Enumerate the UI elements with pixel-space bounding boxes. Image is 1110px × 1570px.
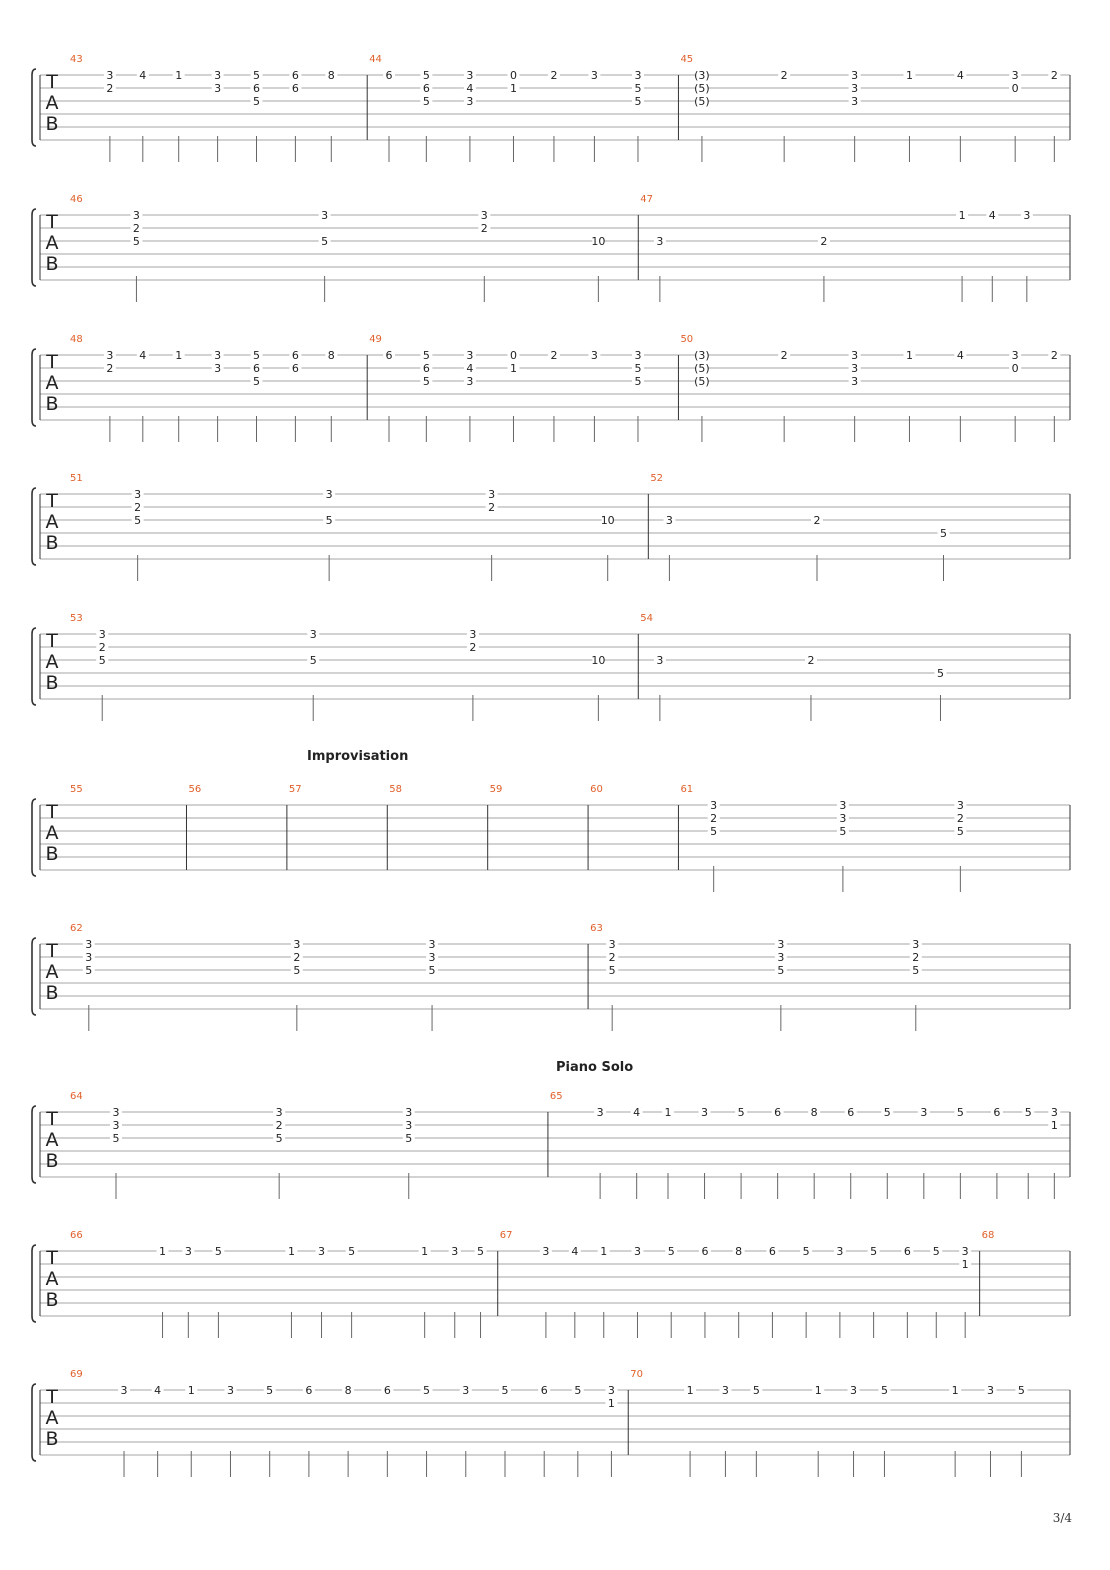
fret-number: 3 (634, 349, 642, 362)
fret-number: 0 (509, 69, 517, 82)
fret-number: 5 (1024, 1106, 1032, 1119)
fret-number: 3 (98, 628, 106, 641)
system-bracket (32, 1245, 36, 1322)
fret-number: 1 (509, 362, 517, 375)
fret-number: 3 (488, 488, 496, 501)
tab-clef-letter: T (46, 1386, 58, 1408)
fret-number: 5 (634, 95, 642, 108)
fret-number: (5) (694, 95, 710, 108)
fret-number: 2 (480, 222, 488, 235)
fret-number: 3 (428, 938, 436, 951)
page-number: 3/4 (1052, 1511, 1072, 1525)
fret-number: 2 (807, 654, 815, 667)
fret-number: 3 (462, 1384, 470, 1397)
fret-number: 2 (488, 501, 496, 514)
measure-number: 65 (549, 1091, 563, 1102)
fret-number: 5 (132, 235, 140, 248)
fret-number: 2 (813, 514, 821, 527)
fret-number: 5 (428, 964, 436, 977)
fret-number: 3 (318, 1245, 326, 1258)
tab-clef-letter: B (45, 672, 59, 694)
fret-number: 1 (905, 69, 913, 82)
fret-number: 5 (1017, 1384, 1025, 1397)
fret-number: 3 (912, 938, 920, 951)
fret-number: 5 (266, 1384, 274, 1397)
fret-number: 3 (710, 799, 718, 812)
fret-number: (5) (694, 362, 710, 375)
measure-number: 70 (630, 1369, 643, 1380)
fret-number: 3 (542, 1245, 550, 1258)
fret-number: 1 (287, 1245, 295, 1258)
fret-number: 3 (112, 1119, 120, 1132)
fret-number: 5 (98, 654, 106, 667)
fret-number: 1 (159, 1245, 167, 1258)
fret-number: 10 (600, 514, 615, 527)
fret-number: 5 (214, 1245, 222, 1258)
fret-number: 3 (466, 375, 474, 388)
fret-number: 3 (956, 799, 964, 812)
fret-number: 5 (956, 1106, 964, 1119)
fret-number: 5 (252, 69, 260, 82)
fret-number: 6 (903, 1245, 911, 1258)
fret-number: 3 (214, 349, 222, 362)
system-bracket (32, 69, 36, 146)
fret-number: 0 (1011, 82, 1019, 95)
fret-number: 5 (802, 1245, 810, 1258)
measure-number: 66 (70, 1230, 83, 1241)
fret-number: 6 (291, 349, 299, 362)
tab-clef-letter: T (46, 1247, 58, 1269)
fret-number: 6 (422, 362, 430, 375)
fret-number: 1 (961, 1258, 969, 1271)
fret-number: 1 (686, 1384, 694, 1397)
fret-number: 5 (321, 235, 329, 248)
fret-number: 5 (634, 375, 642, 388)
fret-number: 8 (344, 1384, 352, 1397)
fret-number: 6 (385, 69, 393, 82)
fret-number: 5 (501, 1384, 509, 1397)
tab-clef-letter: B (45, 1428, 59, 1450)
fret-number: 3 (309, 628, 317, 641)
fret-number: 2 (98, 641, 106, 654)
fret-number: 6 (774, 1106, 782, 1119)
fret-number: 3 (851, 69, 859, 82)
fret-number: 3 (721, 1384, 729, 1397)
fret-number: 3 (851, 95, 859, 108)
fret-number: 5 (422, 375, 430, 388)
fret-number: 3 (466, 349, 474, 362)
measure-number: 50 (680, 334, 694, 345)
fret-number: 3 (466, 95, 474, 108)
fret-number: 3 (850, 1384, 858, 1397)
fret-number: 3 (405, 1106, 413, 1119)
tab-system (0, 904, 1110, 1044)
fret-number: 3 (226, 1384, 234, 1397)
system-bracket (32, 1106, 36, 1183)
fret-number: 3 (590, 69, 598, 82)
fret-number: 5 (710, 825, 718, 838)
tab-clef-letter: A (45, 822, 59, 844)
measure-number: 46 (70, 194, 83, 205)
fret-number: 3 (839, 812, 847, 825)
fret-number: 2 (469, 641, 477, 654)
measure-number: 62 (70, 923, 83, 934)
tab-clef-letter: A (45, 372, 59, 394)
fret-number: 6 (252, 362, 260, 375)
fret-number: 5 (752, 1384, 760, 1397)
fret-number: 3 (851, 349, 859, 362)
fret-number: 3 (134, 488, 142, 501)
tab-clef-letter: A (45, 511, 59, 533)
fret-number: 3 (961, 1245, 969, 1258)
fret-number: 5 (275, 1132, 283, 1145)
measure-number: 69 (70, 1369, 83, 1380)
fret-number: 3 (321, 209, 329, 222)
fret-number: 8 (735, 1245, 743, 1258)
fret-number: 3 (405, 1119, 413, 1132)
measure-number: 49 (369, 334, 382, 345)
fret-number: (3) (694, 349, 710, 362)
measure-number: 53 (70, 613, 83, 624)
fret-number: 5 (932, 1245, 940, 1258)
fret-number: 6 (422, 82, 430, 95)
tab-clef-letter: B (45, 843, 59, 865)
fret-number: 3 (920, 1106, 928, 1119)
fret-number: 1 (1050, 1119, 1058, 1132)
measure-number: 59 (489, 784, 503, 795)
tab-clef-letter: A (45, 232, 59, 254)
tab-clef-letter: T (46, 211, 58, 233)
fret-number: 3 (214, 82, 222, 95)
fret-number: 0 (509, 349, 517, 362)
fret-number: 5 (112, 1132, 120, 1145)
fret-number: 3 (184, 1245, 192, 1258)
fret-number: 3 (777, 951, 785, 964)
fret-number: 3 (633, 1245, 641, 1258)
tab-clef-letter: T (46, 630, 58, 652)
fret-number: 5 (422, 95, 430, 108)
fret-number: 5 (634, 362, 642, 375)
fret-number: 2 (912, 951, 920, 964)
fret-number: 2 (820, 235, 828, 248)
fret-number: 3 (634, 69, 642, 82)
fret-number: 0 (1011, 362, 1019, 375)
fret-number: 5 (737, 1106, 745, 1119)
fret-number: 5 (85, 964, 93, 977)
system-bracket (32, 488, 36, 565)
fret-number: 5 (293, 964, 301, 977)
measure-number: 67 (499, 1230, 513, 1241)
fret-number: 3 (665, 514, 673, 527)
fret-number: 4 (988, 209, 996, 222)
tab-system (0, 35, 1110, 175)
fret-number: 5 (252, 349, 260, 362)
tab-clef-letter: B (45, 982, 59, 1004)
tab-clef-letter: A (45, 1407, 59, 1429)
fret-number: 3 (214, 362, 222, 375)
fret-number: 5 (956, 825, 964, 838)
section-label-piano-solo: Piano Solo (556, 1060, 634, 1075)
measure-number: 60 (590, 784, 603, 795)
tab-clef-letter: B (45, 1150, 59, 1172)
system-bracket (32, 349, 36, 426)
tab-clef-letter: T (46, 1108, 58, 1130)
fret-number: 2 (106, 362, 114, 375)
tab-system (0, 594, 1110, 734)
fret-number: 5 (574, 1384, 582, 1397)
fret-number: 5 (634, 82, 642, 95)
tab-system (0, 454, 1110, 594)
fret-number: 6 (540, 1384, 548, 1397)
fret-number: 6 (291, 362, 299, 375)
fret-number: 1 (421, 1245, 429, 1258)
fret-number: 5 (477, 1245, 485, 1258)
fret-number: 4 (956, 349, 964, 362)
fret-number: 1 (958, 209, 966, 222)
fret-number: 3 (656, 235, 664, 248)
fret-number: 5 (608, 964, 616, 977)
fret-number: 2 (132, 222, 140, 235)
measure-number: 45 (680, 54, 694, 65)
tab-clef-letter: A (45, 1129, 59, 1151)
fret-number: 6 (383, 1384, 391, 1397)
fret-number: (5) (694, 375, 710, 388)
fret-number: 5 (777, 964, 785, 977)
fret-number: 4 (571, 1245, 579, 1258)
fret-number: 3 (132, 209, 140, 222)
system-bracket (32, 799, 36, 876)
fret-number: 3 (85, 951, 93, 964)
fret-number: 4 (154, 1384, 162, 1397)
fret-number: 3 (106, 349, 114, 362)
fret-number: 3 (466, 69, 474, 82)
fret-number: 6 (291, 69, 299, 82)
fret-number: 8 (327, 69, 335, 82)
fret-number: 3 (590, 349, 598, 362)
fret-number: 1 (600, 1245, 608, 1258)
fret-number: 5 (667, 1245, 675, 1258)
fret-number: 6 (847, 1106, 855, 1119)
fret-number: 5 (883, 1106, 891, 1119)
tab-clef-letter: B (45, 532, 59, 554)
fret-number: 5 (422, 349, 430, 362)
fret-number: 3 (480, 209, 488, 222)
tab-clef-letter: T (46, 351, 58, 373)
fret-number: 4 (139, 69, 147, 82)
tab-clef-letter: A (45, 92, 59, 114)
fret-number: 3 (214, 69, 222, 82)
fret-number: 5 (870, 1245, 878, 1258)
fret-number: 1 (814, 1384, 822, 1397)
fret-number: 3 (1023, 209, 1031, 222)
fret-number: 8 (327, 349, 335, 362)
fret-number: (3) (694, 69, 710, 82)
tab-system (0, 1072, 1110, 1212)
fret-number: 3 (607, 1384, 615, 1397)
fret-number: 2 (293, 951, 301, 964)
tab-clef-letter: B (45, 393, 59, 415)
fret-number: 5 (309, 654, 317, 667)
tab-clef-letter: T (46, 71, 58, 93)
fret-number: 6 (305, 1384, 313, 1397)
fret-number: 2 (106, 82, 114, 95)
fret-number: 5 (134, 514, 142, 527)
fret-number: 2 (275, 1119, 283, 1132)
fret-number: 4 (633, 1106, 641, 1119)
measure-number: 56 (188, 784, 202, 795)
fret-number: 4 (139, 349, 147, 362)
fret-number: 3 (851, 82, 859, 95)
measure-number: 57 (288, 784, 302, 795)
fret-number: 2 (710, 812, 718, 825)
fret-number: 5 (423, 1384, 431, 1397)
tab-system (0, 765, 1110, 905)
fret-number: 5 (405, 1132, 413, 1145)
fret-number: 1 (905, 349, 913, 362)
tab-system (0, 1350, 1110, 1490)
fret-number: 3 (777, 938, 785, 951)
fret-number: 5 (939, 527, 947, 540)
fret-number: 10 (591, 235, 606, 248)
measure-number: 58 (389, 784, 403, 795)
tab-system (0, 1211, 1110, 1351)
fret-number: 2 (956, 812, 964, 825)
fret-number: 3 (1011, 349, 1019, 362)
fret-number: 2 (550, 69, 558, 82)
fret-number: 3 (986, 1384, 994, 1397)
fret-number: 3 (836, 1245, 844, 1258)
measure-number: 44 (369, 54, 382, 65)
fret-number: 6 (252, 82, 260, 95)
fret-number: 5 (839, 825, 847, 838)
fret-number: 6 (291, 82, 299, 95)
measure-number: 63 (590, 923, 603, 934)
fret-number: 10 (591, 654, 606, 667)
measure-number: 55 (70, 784, 83, 795)
fret-number: 3 (120, 1384, 128, 1397)
fret-number: 3 (325, 488, 333, 501)
fret-number: 3 (1050, 1106, 1058, 1119)
tab-clef-letter: B (45, 253, 59, 275)
tab-clef-letter: T (46, 940, 58, 962)
fret-number: 2 (780, 69, 788, 82)
fret-number: (5) (694, 82, 710, 95)
measure-number: 47 (640, 194, 654, 205)
system-bracket (32, 1384, 36, 1461)
fret-number: 5 (422, 69, 430, 82)
fret-number: 3 (428, 951, 436, 964)
measure-number: 54 (640, 613, 654, 624)
fret-number: 3 (85, 938, 93, 951)
measure-number: 68 (981, 1230, 995, 1241)
fret-number: 3 (106, 69, 114, 82)
fret-number: 1 (664, 1106, 672, 1119)
system-bracket (32, 209, 36, 286)
fret-number: 6 (385, 349, 393, 362)
fret-number: 5 (880, 1384, 888, 1397)
fret-number: 3 (596, 1106, 604, 1119)
measure-number: 43 (70, 54, 83, 65)
measure-number: 52 (650, 473, 664, 484)
fret-number: 3 (608, 938, 616, 951)
fret-number: 5 (252, 95, 260, 108)
fret-number: 8 (810, 1106, 818, 1119)
fret-number: 5 (936, 667, 944, 680)
fret-number: 6 (701, 1245, 709, 1258)
fret-number: 3 (293, 938, 301, 951)
fret-number: 5 (325, 514, 333, 527)
fret-number: 3 (701, 1106, 709, 1119)
tab-system (0, 175, 1110, 315)
tab-clef-letter: A (45, 961, 59, 983)
fret-number: 3 (656, 654, 664, 667)
fret-number: 1 (509, 82, 517, 95)
fret-number: 3 (851, 375, 859, 388)
fret-number: 1 (175, 349, 183, 362)
tab-clef-letter: A (45, 1268, 59, 1290)
fret-number: 3 (451, 1245, 459, 1258)
fret-number: 2 (134, 501, 142, 514)
fret-number: 3 (469, 628, 477, 641)
fret-number: 1 (951, 1384, 959, 1397)
fret-number: 2 (1050, 349, 1058, 362)
fret-number: 5 (252, 375, 260, 388)
fret-number: 3 (1011, 69, 1019, 82)
fret-number: 6 (993, 1106, 1001, 1119)
fret-number: 3 (851, 362, 859, 375)
fret-number: 3 (275, 1106, 283, 1119)
fret-number: 2 (608, 951, 616, 964)
system-bracket (32, 938, 36, 1015)
fret-number: 3 (112, 1106, 120, 1119)
tab-clef-letter: T (46, 801, 58, 823)
fret-number: 4 (466, 82, 474, 95)
measure-number: 51 (70, 473, 83, 484)
fret-number: 1 (175, 69, 183, 82)
tab-clef-letter: T (46, 490, 58, 512)
section-label-improvisation: Improvisation (307, 749, 409, 764)
fret-number: 1 (607, 1397, 615, 1410)
measure-number: 48 (70, 334, 83, 345)
fret-number: 2 (1050, 69, 1058, 82)
fret-number: 2 (780, 349, 788, 362)
fret-number: 2 (550, 349, 558, 362)
system-bracket (32, 628, 36, 705)
measure-number: 61 (680, 784, 694, 795)
fret-number: 1 (187, 1384, 195, 1397)
tab-clef-letter: B (45, 1289, 59, 1311)
fret-number: 5 (912, 964, 920, 977)
tab-clef-letter: B (45, 113, 59, 135)
fret-number: 5 (348, 1245, 356, 1258)
tab-clef-letter: A (45, 651, 59, 673)
fret-number: 4 (956, 69, 964, 82)
fret-number: 4 (466, 362, 474, 375)
measure-number: 64 (70, 1091, 83, 1102)
fret-number: 6 (768, 1245, 776, 1258)
fret-number: 3 (839, 799, 847, 812)
tab-system (0, 315, 1110, 455)
